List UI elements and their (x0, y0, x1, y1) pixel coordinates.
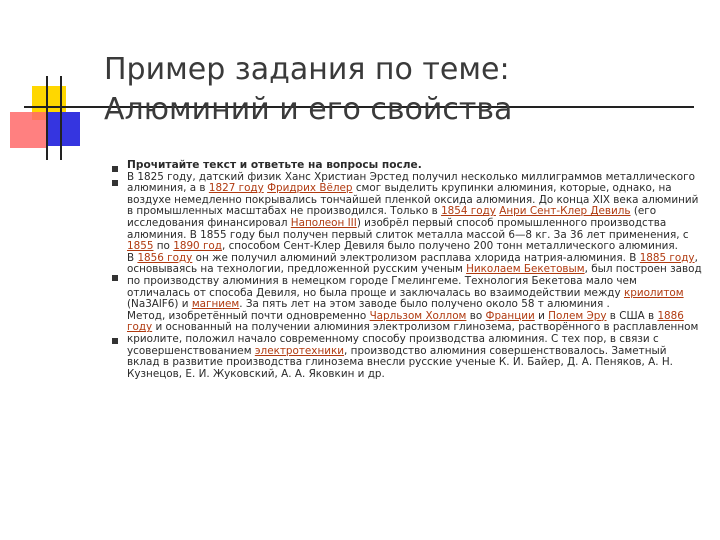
logo-line-vertical (60, 76, 62, 160)
link-1827-year[interactable]: 1827 году (208, 182, 264, 195)
text-segment: смог выделить крупинки алюминия, которые, однако, на воздухе немедленно покрывались тончайшей пленкой оксида алюминия. До конца XIX века алюминий в промышленных масштабах не производился. Только в (127, 182, 699, 218)
bullet-icon (112, 180, 118, 186)
text-segment: (его исследования финансировал (127, 205, 657, 229)
link-nikolai-beketov[interactable]: Николаем Бекетовым (466, 263, 585, 276)
text-segment: В 1825 году, датский физик Ханс Христиан Эрстед получил несколько миллиграммов металлического алюминия, а в (127, 170, 695, 195)
text-segment: , основываясь на технологии, предложенной русским ученым (127, 251, 698, 276)
text-segment: (Na3AlF6) и (127, 298, 192, 311)
paragraph-history-1856 (127, 253, 702, 311)
text-segment: по (153, 240, 174, 253)
text-segment: и (534, 309, 549, 322)
link-friedrich-wohler[interactable]: Фридрих Вёлер (267, 182, 353, 195)
link-paul-heroult[interactable]: Полем Эру (548, 309, 607, 322)
text-segment: и основанный на получении алюминия электролизом глинозема, растворённого в расплавленном криолите, положил начало современному способу производства алюминия. С тех пор, в связи с усовершенствованием (127, 321, 699, 357)
text-segment: в США в (606, 309, 658, 322)
link-1856-year[interactable]: 1856 году (137, 251, 193, 264)
instruction-text: Прочитайте текст и ответьте на вопросы после. (127, 159, 422, 171)
text-segment: , производство алюминия совершенствовалось. Заметный вклад в развитие производства глинозема внесли русские ученые К. И. Байер, Д. А. Пеняков, А. Н. Кузнецов, Е. И. Жуковский, А. А. Яковкин и др. (127, 344, 673, 380)
text-segment: , способом Сент-Клер Девиля было получено 200 тонн металлического алюминия. (221, 240, 678, 253)
link-1854-year[interactable]: 1854 году (441, 205, 496, 218)
bullet-icon (112, 275, 118, 281)
link-charles-hall[interactable]: Чарльзом Холлом (369, 309, 467, 322)
link-henri-sainte-claire-deville[interactable]: Анри Сент-Клер Девиль (499, 205, 631, 218)
link-1890-year[interactable]: 1890 год (173, 240, 222, 253)
link-1886-year[interactable]: 1886 году (127, 309, 684, 334)
link-napoleon-iii[interactable]: Наполеон III (290, 216, 357, 229)
link-electrical-engineering[interactable]: электротехники (254, 344, 345, 357)
slide-title-line-2: Алюминий и его свойства (104, 92, 513, 127)
link-cryolite[interactable]: криолитом (623, 286, 684, 299)
text-segment: В (127, 251, 138, 264)
text-segment: во (466, 309, 486, 322)
text-segment: Метод, изобретённый почти одновременно (127, 309, 370, 322)
slide-title (104, 50, 704, 130)
link-1855[interactable]: 1855 (127, 240, 154, 253)
text-segment: ) изобрёл первый способ промышленного производства алюминия. В 1855 году был получен первый слиток металла массой 6—8 кг. За 36 лет применения, с (127, 216, 689, 241)
bullet-icon (112, 166, 118, 172)
logo-line-vertical (46, 76, 48, 160)
link-magnesium[interactable]: магнием (191, 298, 240, 311)
slide-body (127, 160, 702, 380)
slide-title-line-1: Пример задания по теме: (104, 52, 510, 87)
paragraph-history-1825 (127, 172, 702, 253)
text-segment: он же получил алюминий электролизом расплава хлорида натрия-алюминия. В (192, 251, 640, 264)
text-segment: , был построен завод по производству алюминия в немецком городе Гмелингеме. Технология Бекетова мало чем отличалась от способа Девиля, но была проще и заключалась во взаимодействии между (127, 263, 702, 299)
logo-square-red (10, 112, 46, 148)
paragraph-hall-heroult (127, 311, 702, 381)
text-segment: . За пять лет на этом заводе было получено около 58 т алюминия . (239, 298, 610, 311)
logo-square-blue (46, 112, 80, 146)
link-france[interactable]: Франции (485, 309, 535, 322)
bullet-icon (112, 338, 118, 344)
link-1885-year[interactable]: 1885 году (639, 251, 695, 264)
